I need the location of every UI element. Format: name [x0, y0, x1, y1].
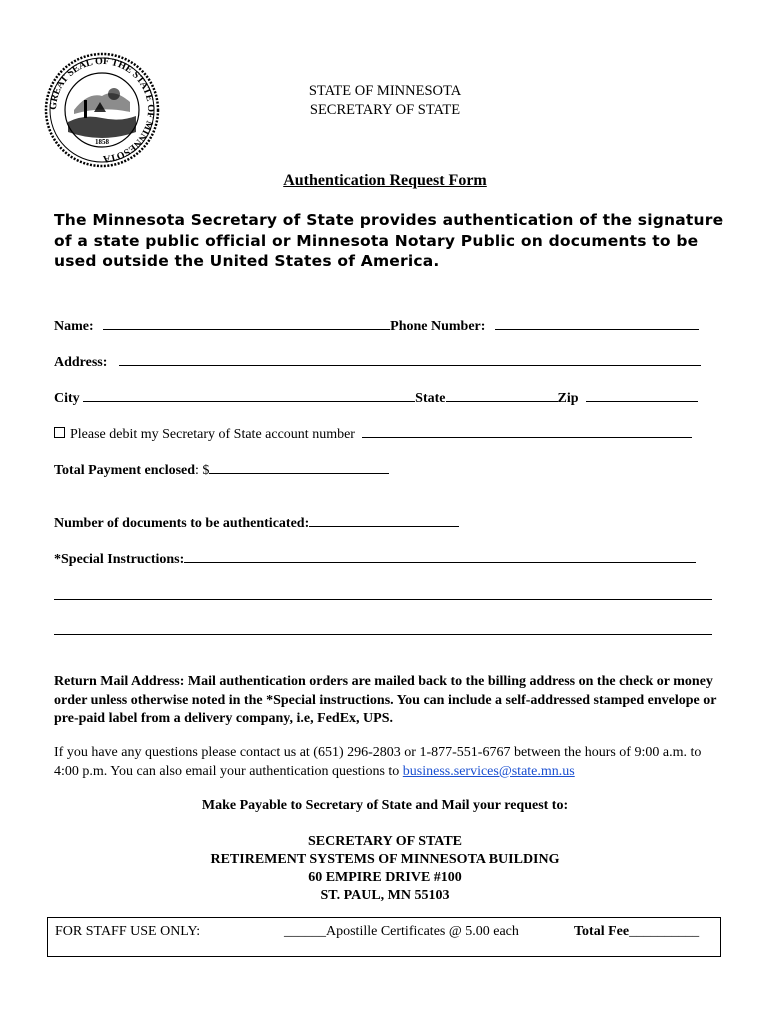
instructions-field[interactable]	[184, 550, 696, 563]
payment-field[interactable]	[209, 461, 389, 474]
state-label: State	[415, 391, 446, 406]
payable-line: Make Payable to Secretary of State and Mail your request to:	[201, 798, 569, 813]
instructions-label: *Special Instructions:	[54, 552, 185, 567]
mailing-address-line-1: SECRETARY OF STATE	[307, 834, 463, 849]
city-label: City	[54, 391, 80, 406]
payment-suffix: : $	[195, 463, 210, 478]
svg-text:1858: 1858	[95, 138, 109, 146]
zip-label: Zip	[557, 391, 579, 406]
contact-email-link[interactable]: business.services@state.mn.us	[402, 763, 575, 779]
documents-field[interactable]	[309, 514, 459, 527]
payment-row	[54, 461, 389, 479]
total-fee-line: __________	[629, 924, 700, 939]
city-state-zip-row	[54, 389, 698, 407]
debit-label: Please debit my Secretary of State account number	[70, 427, 355, 442]
staff-use-box	[47, 917, 721, 957]
minnesota-state-seal	[44, 52, 160, 168]
total-fee-label: Total Fee	[574, 924, 630, 939]
contact-paragraph	[54, 744, 714, 781]
account-number-field[interactable]	[362, 425, 692, 438]
payment-label: Total Payment enclosed	[54, 463, 196, 478]
address-label: Address:	[54, 355, 108, 370]
phone-field[interactable]	[495, 317, 699, 330]
instructions-row	[54, 550, 696, 568]
mailing-address-line-4: ST. PAUL, MN 55103	[320, 888, 450, 903]
contact-text: If you have any questions please contact us at (651) 296-2803 or 1-877-551-6767 between the hours of 9:00 a.m. to 4:00 p.m. You can also email your authentication questions to	[54, 745, 702, 779]
name-label: Name:	[54, 319, 94, 334]
mailing-address-line-2: RETIREMENT SYSTEMS OF MINNESOTA BUILDING	[210, 852, 560, 867]
header-state: STATE OF MINNESOTA	[308, 83, 462, 99]
name-phone-row	[54, 317, 699, 335]
mailing-address-line-3: 60 EMPIRE DRIVE #100	[308, 870, 462, 885]
apostille-certificates: ______Apostille Certificates @ 5.00 each	[284, 924, 519, 939]
staff-label: FOR STAFF USE ONLY:	[55, 924, 201, 939]
return-mail-text: Return Mail Address: Mail authentication orders are mailed back to the billing address on the check or money order unless otherwise noted in the *Special instructions. You can include a self-addressed stamped envelope or pre-paid label from a delivery company, i.e, FedEx, UPS.	[54, 674, 717, 726]
instructions-line-2[interactable]	[54, 599, 712, 600]
svg-text:GREAT SEAL OF THE STATE OF MIN: GREAT SEAL OF THE STATE OF MINNESOTA	[47, 55, 157, 165]
zip-field[interactable]	[586, 389, 698, 402]
documents-row	[54, 514, 459, 532]
documents-label: Number of documents to be authenticated:	[54, 516, 310, 531]
state-field[interactable]	[446, 389, 558, 402]
total-fee	[574, 924, 699, 940]
phone-label: Phone Number:	[390, 319, 486, 334]
city-field[interactable]	[83, 389, 415, 402]
form-title: Authentication Request Form	[283, 172, 487, 189]
address-field[interactable]	[119, 353, 701, 366]
debit-row	[54, 425, 692, 443]
header-office: SECRETARY OF STATE	[309, 102, 461, 118]
name-field[interactable]	[103, 317, 390, 330]
intro-text: The Minnesota Secretary of State provides authentication of the signature of a state public official or Minnesota Notary Public on documents to be used outside the United States of America.	[54, 211, 724, 270]
debit-checkbox[interactable]	[54, 427, 65, 438]
address-row	[54, 353, 701, 371]
instructions-line-3[interactable]	[54, 634, 712, 635]
